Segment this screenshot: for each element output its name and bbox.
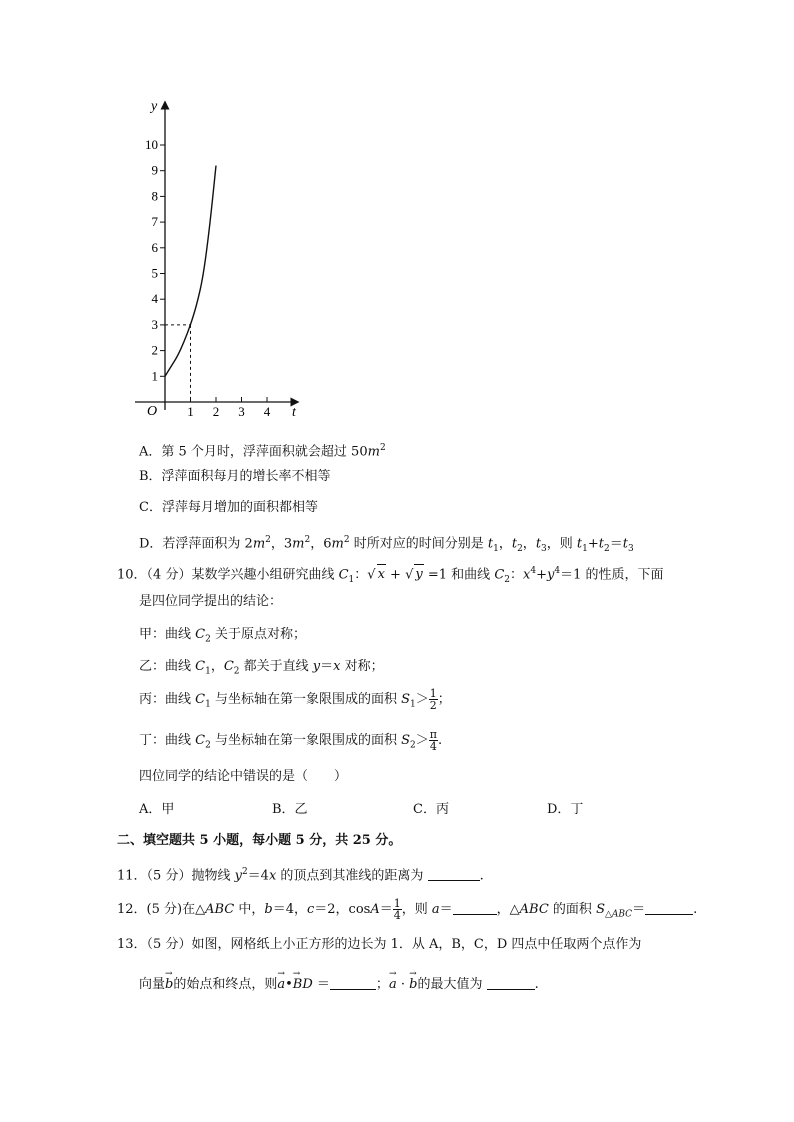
q10-statement-jia: 甲：曲线 $C_2$ 关于原点对称；: [139, 627, 306, 645]
section-2-heading: 二、填空题共 5 小题，每小题 5 分，共 25 分。: [117, 833, 402, 848]
t-tick-labels: [187, 397, 271, 419]
q11-answer-blank[interactable]: [428, 866, 480, 881]
y-tick-label: 9: [151, 162, 158, 178]
q13-line1: 13．（5 分）如图，网格纸上小正方形的边长为 1．从 A，B，C，D 四点中任取两个点作为: [117, 937, 642, 952]
q9-option-b: B．浮萍面积每月的增长率不相等: [139, 469, 331, 484]
q10-stem-line1: 10．（4 分）某数学兴趣小组研究曲线 $C_1$：√ x + √ y =1 和曲线 $C_2$：$x^4+y^4=1$ 的性质，下面: [117, 566, 664, 585]
y-tick-label: 6: [151, 239, 158, 255]
y-tick-label: 3: [151, 316, 158, 332]
t-tick-label: 2: [212, 404, 220, 419]
y-tick-label: 10: [145, 137, 158, 152]
q9-option-d: D．若浮萍面积为 $2m^2$，$3m^2$，$6m^2$ 时所对应的时间分别是 $t_1$，$t_2$，$t_3$，则 $t_1+t_2=t_3$: [139, 535, 634, 554]
y-tick-label: 1: [151, 368, 158, 384]
q10-statement-ding: 丁：曲线 $C_2$ 与坐标轴在第一象限围成的面积 $S_2>$ $\frac{\pi}{4}$ .: [139, 728, 443, 753]
q9-option-c: C．浮萍每月增加的面积都相等: [139, 500, 318, 515]
q11: 11．（5 分）抛物线 $y^2=4x$ 的顶点到其准线的距离为 .: [117, 867, 484, 884]
q10-statement-yi: 乙：曲线 $C_1$，$C_2$ 都关于直线 y＝x 对称；: [139, 659, 384, 677]
q13-answer-blank-2[interactable]: [487, 975, 535, 990]
q12-answer-blank-a[interactable]: [453, 900, 497, 915]
growth-graph: [120, 95, 440, 420]
q13-line2: 向量→ b的始点和终点，则→ a•→ BD ＝ ；→ a · → b的最大值为 .: [139, 975, 539, 995]
t-tick-label: 4: [263, 404, 271, 419]
y-tick-label: 2: [151, 342, 158, 358]
q10-option-a: A．甲: [139, 802, 175, 817]
t-axis-label: t: [292, 405, 296, 420]
y-tick-label: 7: [151, 214, 158, 230]
origin-label: O: [147, 404, 158, 419]
q9-option-a: A．第 5 个月时，浮萍面积就会超过 $50m^2$: [139, 443, 386, 460]
y-tick-label: 4: [151, 291, 158, 307]
t-tick-label: 1: [187, 404, 194, 419]
q12: 12．(5 分)在△ABC 中，b＝4，c＝2，cosA＝ $\frac{1}{4}$ ，则 a＝ ，△ABC 的面积 $S_{\triangle ABC}=$ .: [117, 897, 698, 922]
q10-option-d: D．丁: [547, 802, 584, 817]
y-tick-label: 8: [151, 188, 158, 204]
q13-answer-blank-1[interactable]: [330, 975, 376, 990]
y-tick-label: 5: [151, 265, 158, 281]
q10-question: 四位同学的结论中错误的是（ ）: [139, 769, 348, 784]
q10-statement-bing: 丙：曲线 $C_1$ 与坐标轴在第一象限围成的面积 $S_1>$ $\frac{1}{2}$ ；: [139, 687, 451, 712]
y-axis-label: y: [151, 99, 158, 114]
y-tick-labels: [145, 137, 165, 383]
q12-answer-blank-area[interactable]: [645, 900, 693, 915]
q10-option-b: B．乙: [272, 802, 308, 817]
q10-option-c: C．丙: [413, 802, 449, 817]
t-tick-label: 3: [238, 404, 245, 419]
q10-stem-line2: 是四位同学提出的结论：: [139, 594, 283, 609]
